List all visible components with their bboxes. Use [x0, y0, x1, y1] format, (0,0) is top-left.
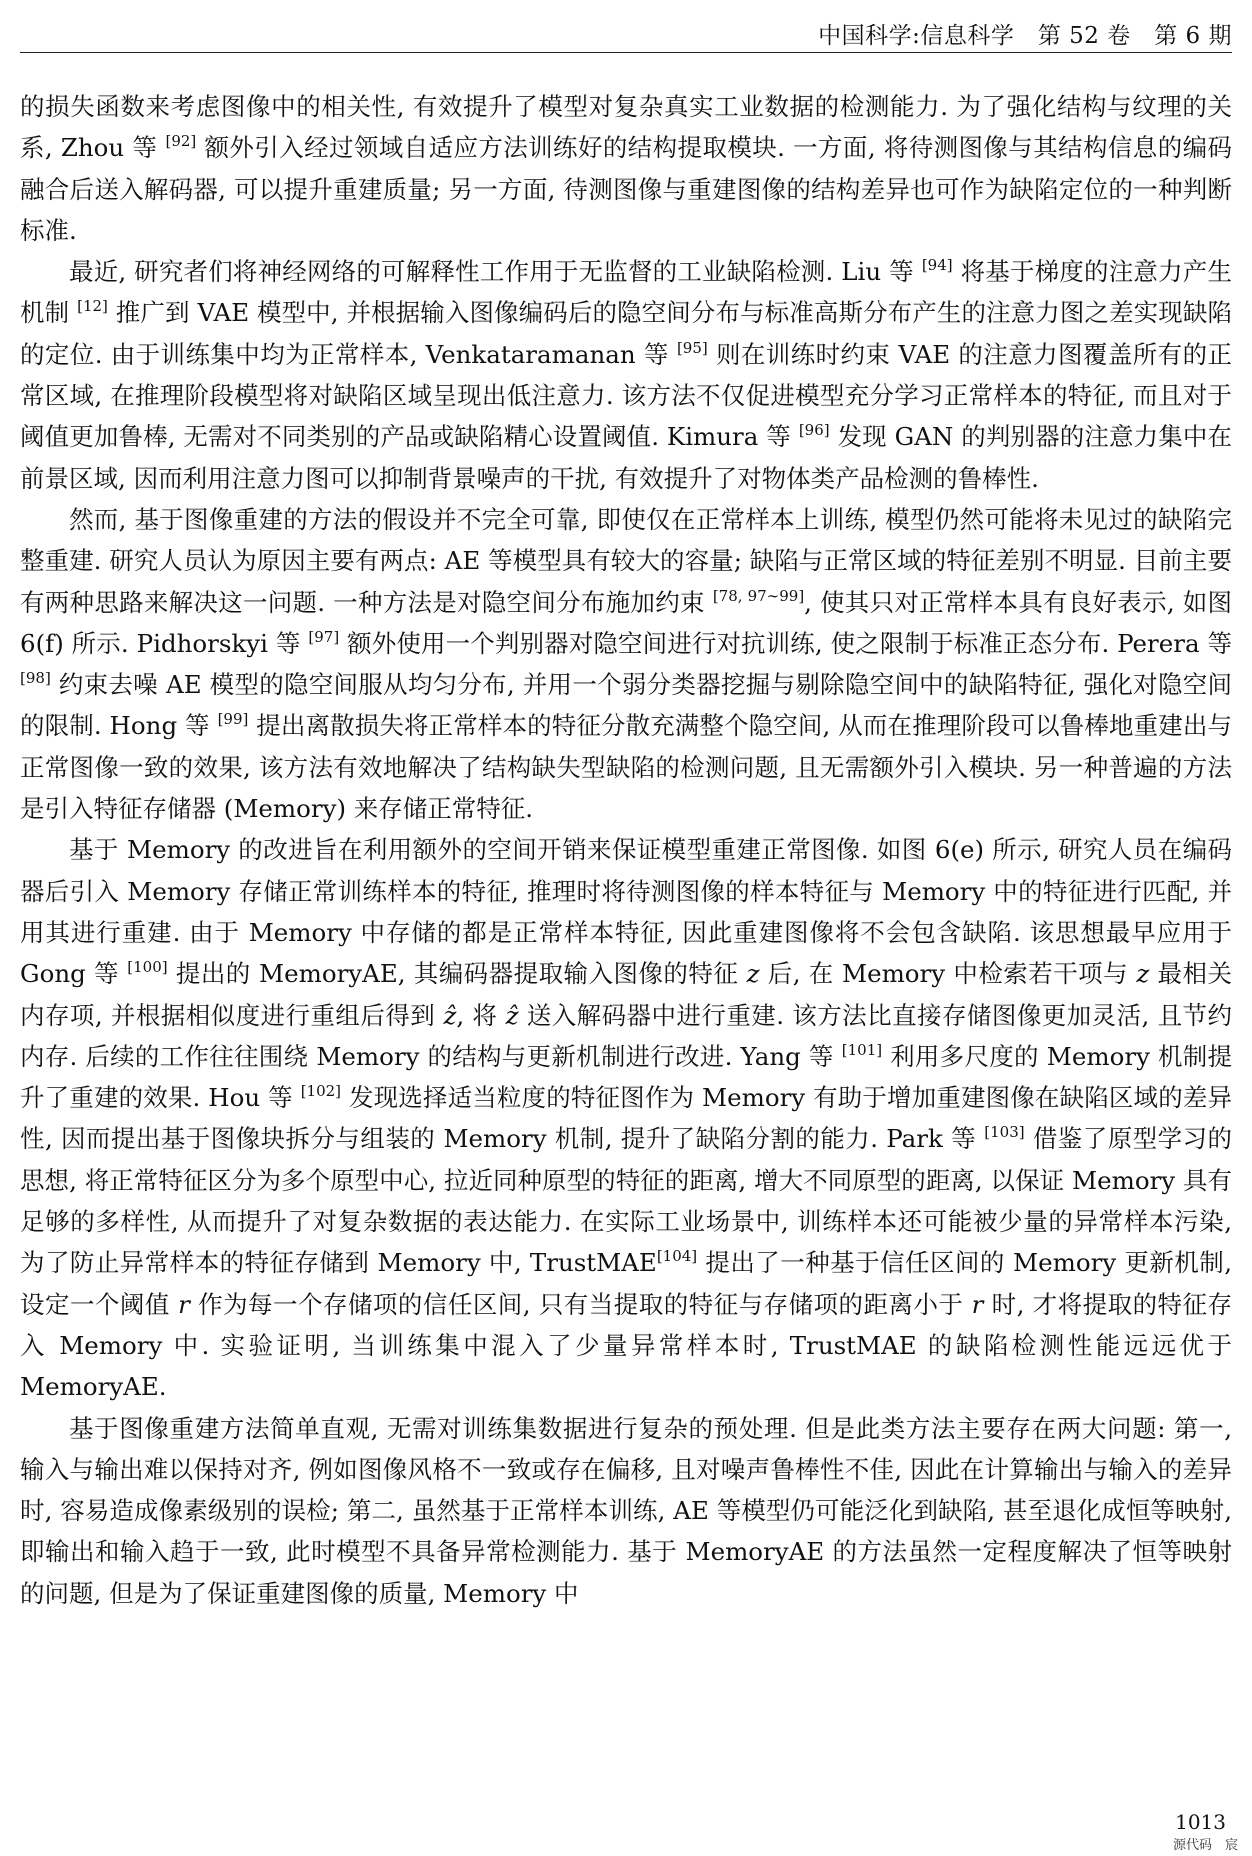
math-symbol: r	[971, 1289, 984, 1319]
citation-ref: [100]	[127, 958, 168, 977]
citation-ref: [12]	[77, 297, 108, 316]
math-symbol: ẑ	[443, 1000, 457, 1030]
text-run: , 将	[456, 1000, 506, 1030]
paragraph	[20, 86, 1232, 251]
text-run: 的损失函数来考虑图像中的相关性, 有效提升了模型对复杂真实工业数据的检测能力. 为了强化结构与纹理的关系, Zhou 等	[20, 92, 1232, 163]
page-number: 1013	[1175, 1810, 1226, 1834]
text-run: 最相关内存项, 并根据相似度进行重组后得到	[20, 959, 1232, 1030]
text-run: 送入解码器中进行重建. 该方法比直接存储图像更加灵活, 且节约内存. 后续的工作往往围绕 Memory 的结构与更新机制进行改进. Yang 等	[20, 1000, 1232, 1071]
text-run: 提出离散损失将正常样本的特征分散充满整个隐空间, 从而在推理阶段可以鲁棒地重建出与正常图像一致的效果, 该方法有效地解决了结构缺失型缺陷的检测问题, 且无需额外引入模块. 另一种普遍的方法是引入特征存储器 (Memory) 来存储正常特征.	[20, 711, 1233, 824]
text-run: 借鉴了原型学习的思想, 将正常特征区分为多个原型中心, 拉近同种原型的特征的距离, 增大不同原型的距离, 以保证 Memory 具有足够的多样性, 从而提升了对复杂数据的表达能力. 在实际工业场景中, 训练样本还可能被少量的异常样本污染, 为了防止异常样本的特征存储到 Memory 中, TrustMAE	[20, 1124, 1232, 1278]
citation-ref: [101]	[841, 1040, 883, 1059]
text-run: 然而, 基于图像重建的方法的假设并不完全可靠, 即使仅在正常样本上训练, 模型仍然可能将未见过的缺陷完整重建. 研究人员认为原因主要有两点: AE 等模型具有较大的容量; 缺陷与正常区域的特征差别不明显. 目前主要有两种思路来解决这一问题. 一种方法是对隐空间分布施加约束	[20, 504, 1232, 617]
text-run: 将基于梯度的注意力产生机制	[20, 257, 1233, 328]
citation-ref: [78, 97∼99]	[712, 586, 805, 605]
math-symbol: z	[746, 959, 760, 989]
text-run: 发现 GAN 的判别器的注意力集中在前景区域, 因而利用注意力图可以抑制背景噪声的干扰, 有效提升了对物体类产品检测的鲁棒性.	[20, 422, 1232, 493]
text-run: , 使其只对正常样本具有良好表示, 如图 6(f) 所示. Pidhorskyi 等	[20, 587, 1232, 658]
text-run: 提出了一种基于信任区间的 Memory 更新机制, 设定一个阈值	[20, 1248, 1232, 1319]
text-run: 基于图像重建方法简单直观, 无需对训练集数据进行复杂的预处理. 但是此类方法主要存在两大问题: 第一, 输入与输出难以保持对齐, 例如图像风格不一致或存在偏移, 且对噪声鲁棒性不佳, 因此在计算输出与输入的差异时, 容易造成像素级别的误检; 第二, 虽然基于正常样本训练, AE 等模型仍可能泛化到缺陷, 甚至退化成恒等映射, 即输出和输入趋于一致, 此时模型不具备异常检测能力. 基于 MemoryAE 的方法虽然一定程度解决了恒等映射的问题, 但是为了保证重建图像的质量, Memory 中	[20, 1413, 1232, 1608]
paragraph	[20, 499, 1232, 829]
citation-ref: [102]	[300, 1082, 342, 1101]
watermark-text: 源代码 宸	[1172, 1838, 1238, 1853]
text-run: 约束去噪 AE 模型的隐空间服从均匀分布, 并用一个弱分类器挖掘与剔除隐空间中的缺陷特征, 强化对隐空间的限制. Hong 等	[20, 670, 1232, 741]
paragraph	[20, 251, 1232, 499]
journal-title: 中国科学:信息科学 第 52 卷 第 6 期	[818, 22, 1232, 49]
text-run: 最近, 研究者们将神经网络的可解释性工作用于无监督的工业缺陷检测. Liu 等	[69, 257, 922, 287]
math-symbol: ẑ	[505, 1000, 519, 1030]
citation-ref: [98]	[20, 669, 51, 688]
paragraph	[20, 829, 1232, 1407]
math-symbol: z	[1136, 959, 1150, 989]
running-header	[20, 14, 1232, 53]
text-run: 推广到 VAE 模型中, 并根据输入图像编码后的隐空间分布与标准高斯分布产生的注意力图之差实现缺陷的定位. 由于训练集中均为正常样本, Venkataramanan 等	[20, 298, 1232, 369]
text-run: 发现选择适当粒度的特征图作为 Memory 有助于增加重建图像在缺陷区域的差异性, 因而提出基于图像块拆分与组装的 Memory 机制, 提升了缺陷分割的能力. Park 等	[20, 1083, 1232, 1154]
text-run: 则在训练时约束 VAE 的注意力图覆盖所有的正常区域, 在推理阶段模型将对缺陷区域呈现出低注意力. 该方法不仅促进模型充分学习正常样本的特征, 而且对于阈值更加鲁棒, 无需对不同类别的产品或缺陷精心设置阈值. Kimura 等	[20, 339, 1232, 452]
citation-ref: [104]	[656, 1247, 698, 1266]
citation-ref: [99]	[217, 710, 249, 729]
paragraph	[20, 1408, 1232, 1614]
citation-ref: [96]	[798, 421, 830, 440]
text-run: 提出的 MemoryAE, 其编码器提取输入图像的特征	[167, 959, 747, 989]
citation-ref: [92]	[165, 132, 197, 151]
body-text	[20, 86, 1232, 1614]
citation-ref: [94]	[921, 256, 953, 275]
text-run: 时, 才将提取的特征存入 Memory 中. 实验证明, 当训练集中混入了少量异常样本时, TrustMAE 的缺陷检测性能远远优于 MemoryAE.	[20, 1289, 1233, 1402]
text-run: 利用多尺度的 Memory 机制提升了重建的效果. Hou 等	[20, 1041, 1233, 1113]
math-symbol: r	[178, 1289, 190, 1319]
text-run: 额外使用一个判别器对隐空间进行对抗训练, 使之限制于标准正态分布. Perera 等	[339, 628, 1232, 658]
text-run: 额外引入经过领域自适应方法训练好的结构提取模块. 一方面, 将待测图像与其结构信息的编码融合后送入解码器, 可以提升重建质量; 另一方面, 待测图像与重建图像的结构差异也可作为缺陷定位的一种判断标准.	[20, 133, 1232, 245]
text-run: 基于 Memory 的改进旨在利用额外的空间开销来保证模型重建正常图像. 如图 6(e) 所示, 研究人员在编码器后引入 Memory 存储正常训练样本的特征, 推理时将待测图像的样本特征与 Memory 中的特征进行匹配, 并用其进行重建. 由于 Memory 中存储的都是正常样本特征, 因此重建图像将不会包含缺陷. 该思想最早应用于 Gong 等	[20, 835, 1232, 989]
citation-ref: [103]	[984, 1123, 1025, 1142]
citation-ref: [95]	[676, 338, 708, 357]
citation-ref: [97]	[308, 627, 340, 646]
text-run: 后, 在 Memory 中检索若干项与	[759, 959, 1137, 989]
text-run: 作为每一个存储项的信任区间, 只有当提取的特征与存储项的距离小于	[189, 1289, 972, 1319]
